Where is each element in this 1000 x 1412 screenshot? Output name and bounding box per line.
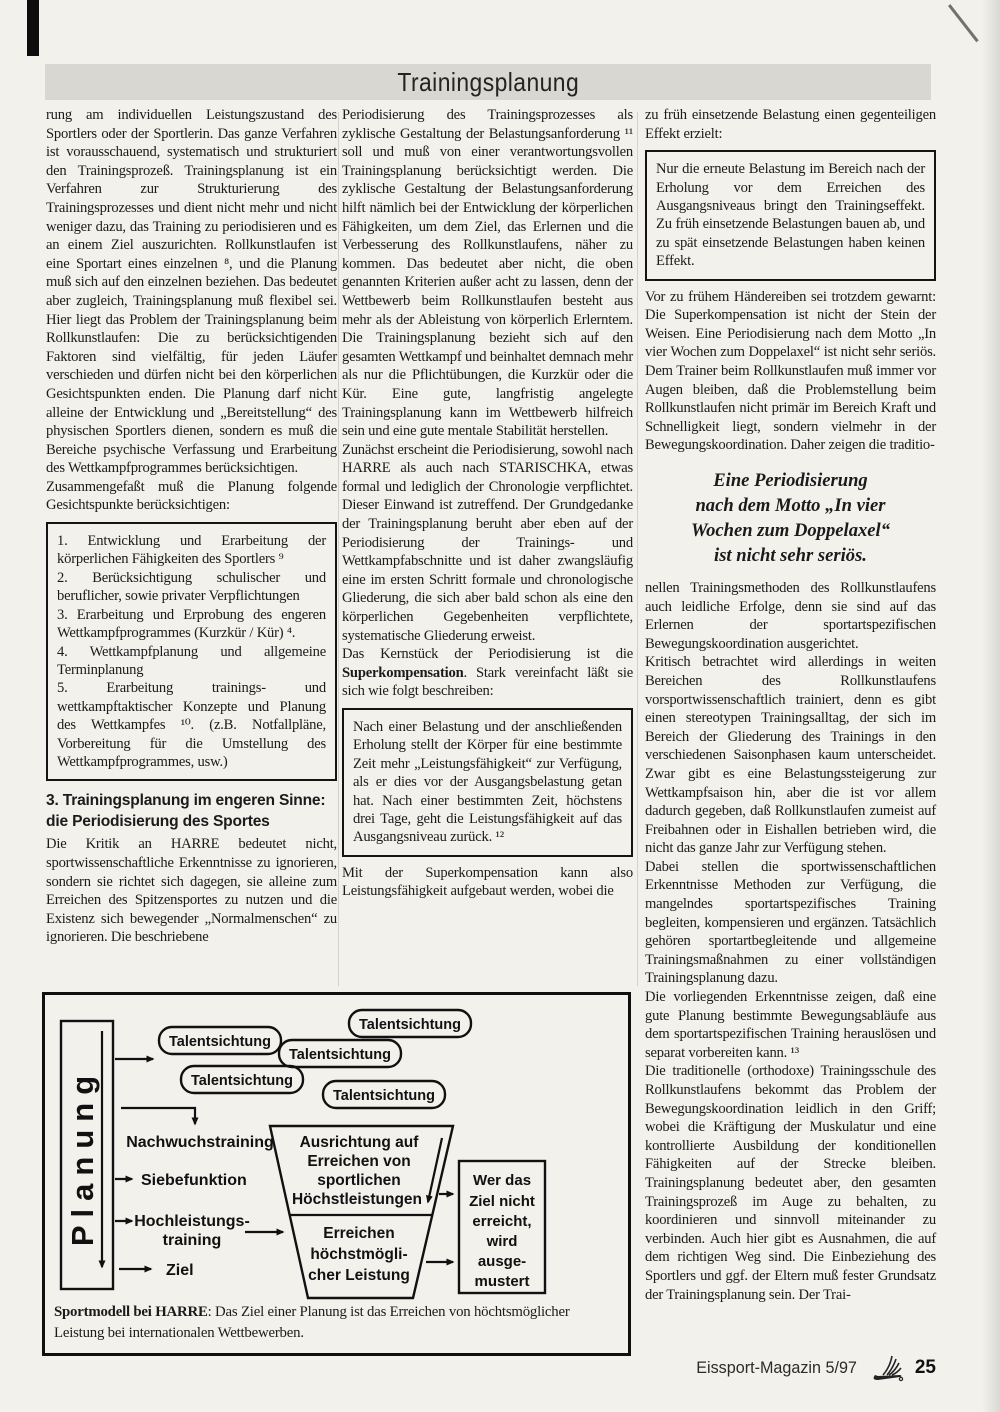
scan-artifact-bar [27, 0, 39, 56]
funnel-internal-arrow [428, 1138, 442, 1202]
nachwuchs-label: Nachwuchstraining [126, 1134, 274, 1151]
talent-label: Talentsichtung [332, 1088, 436, 1104]
funnel-top-line: Ausrichtung auf [299, 1134, 419, 1151]
ziel-label: Ziel [166, 1262, 194, 1279]
pull-quote-line: Eine Periodisierung [713, 469, 868, 491]
planung-label: Planung [64, 1067, 100, 1247]
section-heading [46, 790, 337, 832]
reject-line: mustert [474, 1273, 530, 1290]
body-paragraph: Zunächst erscheint die Periodisierung, sowohl nach HARRE als auch nach STARISCHKA, etwas formal und lediglich der Chronologie verpflichtet. Dieser Einwand ist zutreffend. Der Grundgedanke der Trainingsplanung beruht aber eben auf der Periodisierung der Trainings- und Wettkampfabschnitte und ist daher zwangsläufig eine im ersten Schritt formale und chronologische Gliederung, die sich aber bald schon als eine den körperlichen Gegebenheiten verpflichtete, systematische Gliederung erweist. [342, 441, 633, 644]
funnel-top-line: Erreichen von [307, 1153, 411, 1170]
list-item: 4. Wettkampfplanung und allgemeine Terminplanung [57, 643, 326, 678]
pull-quote-line: ist nicht sehr seriös. [714, 544, 867, 566]
siebe-label: Siebefunktion [141, 1172, 247, 1189]
talent-label: Talentsichtung [288, 1047, 392, 1063]
reject-line: Wer das [472, 1172, 532, 1189]
sport-model-diagram [45, 995, 628, 1301]
body-paragraph: rung am individuellen Leistungszustand des Sportlers oder der Sportlerin. Das ganze Verfahren ist vorausschauend, systematisch und strukturiert den Trainingsprozeß. Trainingsplanung ist ein Verfahren zur Strukturierung des Trainingsprozesses und dient nicht mehr und nicht weniger dazu, das Training zu periodisieren und es an einem Ziel auszurichten. Rollkunstlaufen ist eine Sportart eines einzelnen ⁸, und die Planung muß sich auf den einzelnen beziehen. Das bedeutet aber zugleich, Trainingsplanung muß flexibel sei. Hier liegt das Problem der Trainingsplanung beim Rollkunstlaufen: Die zu berücksichtigenden Faktoren sind vielfältig, für jeden Läufer verschieden und dürfen nicht bei den körperlichen Gesichtspunkten enden. Die Planung darf nicht alleine der Entwicklung und „Bereitstellung“ des physischen Sportlers dienen, sondern es muß die Bereiche psychische Verfassung und Erarbeitung des Wettkampfprogrammes berücksichtigen. [46, 107, 337, 477]
magazine-name: Eissport-Magazin 5/97 [695, 1358, 857, 1377]
reject-line: wird [486, 1233, 518, 1250]
pull-quote [645, 468, 936, 568]
page-title: Trainingsplanung [397, 66, 579, 97]
column-rule [637, 112, 638, 986]
scan-artifact-corner [948, 4, 979, 42]
body-paragraph: Mit der Superkompensation kann also Leistungsfähigkeit aufgebaut werden, wobei die [342, 864, 633, 900]
article-header-bar [45, 64, 931, 100]
arrow-to-nachwuchs [121, 1108, 195, 1124]
section-heading-line: 3. Trainingsplanung im engeren Sinne: [46, 792, 326, 810]
talent-label: Talentsichtung [168, 1034, 272, 1050]
text-run: . Stark vereinfacht läßt sie sich wie folgt beschreiben: [342, 664, 633, 700]
bold-term: Superkompensation [342, 664, 464, 681]
body-paragraph: Die Kritik an HARRE bedeutet nicht, sportwissenschaftliche Erkenntnisse zu ignorieren, sondern sie richtet sich dagegen, sie alleine zum Erreichen des Spitzensportes zu nutzen und die Existenz sich bewegender „Normalmenschen“ zu ignorieren. Die beschriebene [46, 836, 337, 946]
column-rule [338, 112, 339, 986]
left-column [46, 106, 337, 947]
body-paragraph: Zusammengefaßt muß die Planung folgende Gesichtspunkte berücksichtigen: [46, 478, 337, 514]
funnel-top-line: Höchstleistungen [291, 1191, 423, 1208]
page-edge-shadow [982, 0, 1000, 1412]
list-item: 5. Erarbeitung trainings- und wettkampftaktischer Konzepte und Planung des Wettkampfes ¹⁰. (z.B. Notfallpläne, Vorbereitung für die Umstellung des Wettkampfprogrammes, usw.) [57, 680, 326, 770]
list-item: 1. Entwicklung und Erarbeitung der körperlichen Fähigkeiten des Sportlers ⁹ [57, 533, 326, 568]
harre-sport-model-figure [42, 992, 631, 1356]
body-paragraph: Kritisch betrachtet wird allerdings in weiten Bereichen des Rollkunstlaufens vorsportwissenschaftlich trainiert, denn es gibt einen stereotypen Trainingsalltag, der sich im Bereich der Gliederung des Trainings in den verschiedenen Saisonphasen kaum unterscheidet. Zwar gibt es eine Belastungssteigerung zur Wettkampfsaison hin, aber die ist vor allem dadurch gegeben, daß Rollkunstlaufen zumeist auf Freibahnen oder in Eishallen betrieben wird, die nicht das ganze Jahr zur Verfügung stehen. [645, 654, 936, 857]
figure-caption-text: : Das Ziel einer Planung ist das Erreichen von höchtsmöglicher Leistung bei internationalen Wettbewerben. [54, 1304, 570, 1341]
text-run: Das Kernstück der Periodisierung ist die [342, 646, 633, 663]
list-item: 2. Berücksichtigung schulischer und beruflicher, sowie privater Verpflichtungen [57, 569, 326, 605]
body-paragraph: Periodisierung des Trainingsprozesses als zyklische Gestaltung der Belastungsanforderung ¹¹ soll und muß von einer verantwortungsvollen Trainingsplanung berücksichtigt werden. Die zyklische Gestaltung der Belastungsanforderung hilft nämlich bei der Entwicklung der körperlichen Fähigkeiten, um dem Ziel, das Erlernen und die Verbesserung des Rollkunstlaufens, näher zu kommen. Das bedeutet aber nicht, die oben genannten Kriterien außer acht zu lassen, denn der Wettbewerb beim Rollkunstlaufen besteht aus mehr als der Ableistung von körperlich Erlerntem. Die Trainingsplanung bezieht sich auf den gesamten Wettkampf und beinhaltet demnach mehr als nur die Pflichtübungen, die Kurzkür oder die Kür. Eine gute, langfristig angelegte Trainingsplanung kann im Wettbewerb hilfreich sein und eine gute mentale Stabilität herstellen. [342, 107, 633, 440]
figure-caption [45, 1301, 628, 1343]
trainingseffekt-box [645, 150, 936, 280]
list-item: 3. Erarbeitung und Erprobung des engeren Wettkampfprogrammes (Kurzkür / Kür) ⁴. [57, 606, 326, 642]
pull-quote-line: nach dem Motto „In vier [695, 494, 886, 516]
page-footer [0, 1354, 936, 1382]
body-paragraph: Die vorliegenden Erkenntnisse zeigen, daß eine gute Planung bestimmte Bewegungsabläufe aus dem sportartspezifischen Training herauslösen und separat vorbereiten kann. ¹³ [645, 989, 936, 1061]
hochleistung-label: Hochleistungs- [134, 1213, 250, 1230]
body-paragraph: Dabei stellen die sportwissenschaftlichen Erkenntnisse Methoden zur Verfügung, die mangelndes sportartspezifisches Training begleiten, kompensieren und ergänzen. Tatsächlich gehören sportartbegleitende und allgemeine Trainingsmaßnahmen zu einer vollständigen Trainingsplanung dazu. [645, 858, 936, 987]
funnel-bottom-line: Erreichen [323, 1225, 395, 1242]
body-paragraph: zu früh einsetzende Belastung einen gegenteiligen Effekt erzielt: [645, 107, 936, 142]
box-text: Nach einer Belastung und der anschließenden Erholung stellt der Körper für eine bestimmte Zeit mehr „Leistungsfähigkeit“ zur Verfügung, als er dies vor der Ausgangsbelastung getan hat. Nach einer bestimmten Zeit, höchstens drei Tage, geht die Leistungsfähigkeit auf das Ausgangsniveau zurück. ¹² [353, 719, 622, 846]
middle-column [342, 106, 633, 901]
pull-quote-line: Wochen zum Doppelaxel“ [690, 519, 891, 541]
hochleistung-label: training [162, 1232, 222, 1249]
figure-caption-bold: Sportmodell bei HARRE [54, 1304, 208, 1320]
right-column [645, 106, 936, 1304]
reject-line: erreicht, [472, 1213, 532, 1230]
box-text: Nur die erneute Belastung im Bereich nach der Erholung vor dem Erreichen des Ausgangsniveaus bringt den Trainingseffekt. Zu früh einsetzende Belastungen bauen ab, und zu spät einsetzende Belastungen haben keinen Effekt. [656, 161, 925, 270]
reject-line: Ziel nicht [469, 1193, 535, 1210]
talent-label: Talentsichtung [358, 1017, 462, 1033]
body-paragraph [342, 645, 633, 701]
section-heading-line: die Periodisierung des Sportes [46, 813, 270, 831]
funnel-bottom-line: höchstmögli- [310, 1246, 408, 1263]
funnel-bottom-line: cher Leistung [308, 1267, 410, 1284]
superkompensation-box [342, 708, 633, 857]
skate-logo-icon [870, 1354, 906, 1382]
talent-bubbles [159, 1010, 471, 1108]
funnel-top-line: sportlichen [317, 1172, 401, 1189]
body-paragraph: nellen Trainingsmethoden des Rollkunstlaufens auch leidliche Erfolge, denn sie sind auf das Erlernen der sportartspezifischen Bewegungskoordination ausgerichtet. [645, 579, 936, 652]
reject-line: ausge- [477, 1253, 527, 1270]
body-paragraph: Die traditionelle (orthodoxe) Trainingsschule des Rollkunstlaufens bekommt das Problem der Bewegungskoordination leidlich in den Griff; wobei die Kräftigung der Muskulatur und eine kontrollierte Ausbildung der konditionellen Fähigkeiten auf der Strecke bleiben. Trainingsplanung bedeutet aber, den gesamten Trainingsprozeß im Auge zu behalten, zu koordinieren und sinnvoll miteinander zu verbinden. Auch hier gibt es Ausnahmen, die auf dem richtigen Weg sind. Die Einbeziehung des Sportlers und ggf. der Eltern muß fester Grundsatz der Trainingsplanung sein. Der Trai- [645, 1063, 936, 1303]
page-number: 25 [914, 1357, 936, 1378]
talent-label: Talentsichtung [190, 1073, 294, 1089]
body-paragraph: Vor zu frühem Händereiben sei trotzdem gewarnt: Die Superkompensation ist nicht der Stein der Weisen. Eine Periodisierung nach dem Motto „In vier Wochen zum Doppelaxel“ ist nicht sehr seriös. Dem Trainer beim Rollkunstlaufen muß immer vor Augen bleiben, daß die Problemstellung beim Rollkunstlaufen nicht primär im Bereich Kraft und Schnelligkeit liegt, sondern vielmehr in der Bewegungskoordination. Daher zeigen die traditio- [645, 288, 936, 454]
criteria-list-box [46, 522, 337, 781]
